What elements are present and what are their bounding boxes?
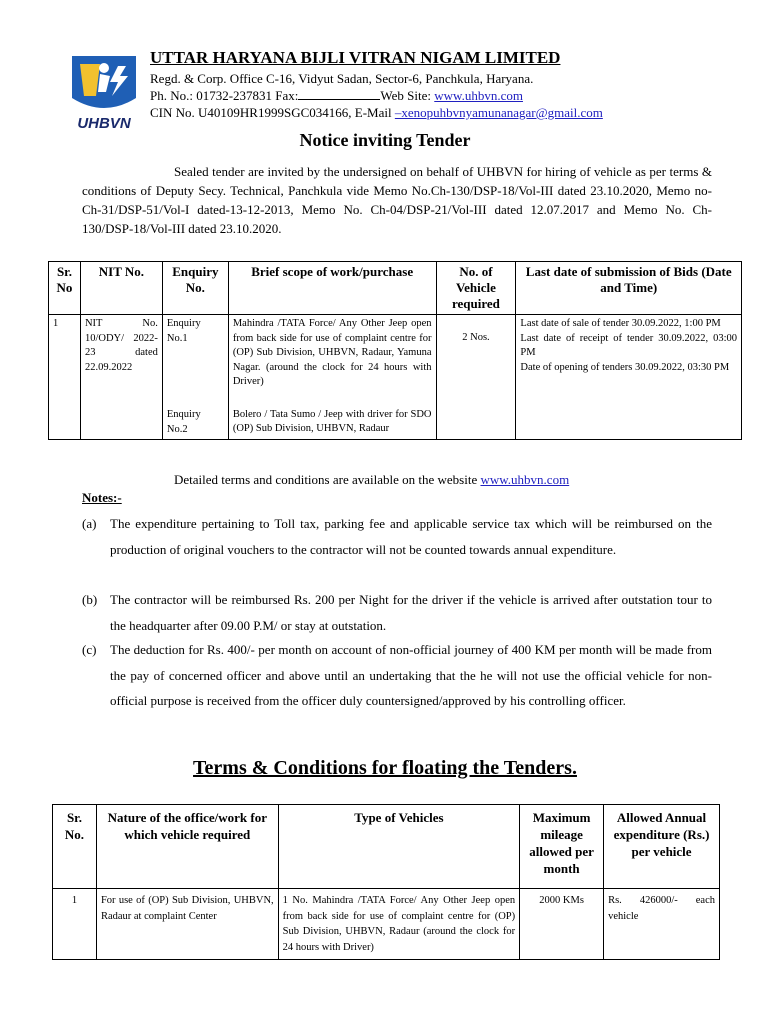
cell-terms-expenditure: Rs. 426000/- each vehicle xyxy=(604,889,720,960)
note-c-text: The deduction for Rs. 400/- per month on account of non-official journey of 400 KM per month will be made from the pay of concerned officer and above until an undertaking that the he will not use the official vehicle for non-official purpose is received from the officer duly countersigned/approved by his controlling officer. xyxy=(110,642,712,708)
enquiry-2: Enquiry No.2 xyxy=(166,409,201,435)
th-vehicles: No. of Vehicle required xyxy=(436,262,516,315)
detailed-text: Detailed terms and conditions are available on the website xyxy=(174,472,481,487)
cin-label: CIN No. U40109HR1999SGC034166, E-Mail xyxy=(150,105,395,120)
table-row xyxy=(49,315,742,440)
tender-table xyxy=(48,261,742,440)
cell-vehicles xyxy=(436,315,516,440)
scope-2: Bolero / Tata Sumo / Jeep with driver for SDO (OP) Sub Division, UHBVN, Radaur xyxy=(232,408,432,434)
notice-intro: Sealed tender are invited by the undersigned on behalf of UHBVN for hiring of vehicle as per terms & conditions of Deputy Secy. Technical, Panchkula vide Memo No.Ch-130/DSP-18/Vol-III dated 23.10.2020, Memo no-Ch-31/DSP-51/Vol-I dated-13-12-2013, Memo No. Ch-04/DSP-21/Vol-III dated 12.07.2017 and Memo No. Ch-130/DSP-18/Vol-III dated 23.10.2020. xyxy=(82,164,712,236)
th-terms-expenditure: Allowed Annual expenditure (Rs.) per vehicle xyxy=(604,805,720,889)
date-opening: Date of opening of tenders 30.09.2022, 03:30 PM xyxy=(520,361,730,373)
email-link[interactable]: –xenopuhbvnyamunanagar@gmail.com xyxy=(394,105,603,120)
phone-label: Ph. No.: 01732-237831 Fax: xyxy=(150,88,299,103)
th-scope: Brief scope of work/purchase xyxy=(228,262,436,315)
org-name: UTTAR HARYANA BIJLI VITRAN NIGAM LIMITED xyxy=(150,48,561,67)
note-b-text: The contractor will be reimbursed Rs. 200 per Night for the driver if the vehicle is arrived after outstation tour to the headquarter after 09.00 P.M/ or stay at outstation. xyxy=(110,592,712,633)
cell-terms-sr: 1 xyxy=(53,889,97,960)
note-c xyxy=(82,637,712,714)
scope-1: Mahindra /TATA Force/ Any Other Jeep open from back side for use of complaint centre for (OP) Sub Division, UHBVN, Radaur, Yamuna Nagar. (around the clock for 24 hours with Driver) xyxy=(232,318,432,387)
note-a-text: The expenditure pertaining to Toll tax, parking fee and applicable service tax which will be reimbursed on the production of original vouchers to the contractor will not be counted towards annual expenditure. xyxy=(110,516,712,557)
note-a xyxy=(82,511,712,562)
th-terms-nature: Nature of the office/work for which vehicle required xyxy=(96,805,278,889)
cell-terms-nature: For use of (OP) Sub Division, UHBVN, Radaur at complaint Center xyxy=(96,889,278,960)
org-address: Regd. & Corp. Office C-16, Vidyut Sadan, Sector-6, Panchkula, Haryana. xyxy=(150,71,534,86)
cell-enquiry xyxy=(162,315,228,440)
website-label: Web Site: xyxy=(380,88,435,103)
date-sale: Last date of sale of tender 30.09.2022, 1:00 PM xyxy=(520,318,721,329)
terms-table-header xyxy=(53,805,720,889)
note-b xyxy=(82,587,712,638)
cell-terms-type: 1 No. Mahindra /TATA Force/ Any Other Jeep open from back side for use of complaint centre for (OP) Sub Division, UHBVN, Radaur (around the clock for 24 hours with Driver) xyxy=(278,889,519,960)
uhbvn-logo xyxy=(66,52,142,132)
note-a-label: (a) xyxy=(82,516,97,531)
org-contact xyxy=(150,87,710,104)
th-terms-type: Type of Vehicles xyxy=(278,805,519,889)
th-nit: NIT No. xyxy=(80,262,162,315)
table-row xyxy=(53,889,720,960)
th-enquiry: Enquiry No. xyxy=(162,262,228,315)
notes-heading: Notes:- xyxy=(82,490,122,505)
th-terms-sr: Sr. No. xyxy=(53,805,97,889)
fax-blank xyxy=(298,89,380,100)
detailed-website-link[interactable]: www.uhbvn.com xyxy=(480,472,570,487)
th-terms-mileage: Maximum mileage allowed per month xyxy=(520,805,604,889)
date-receipt: Last date of receipt of tender 30.09.2022, 03:00 PM xyxy=(520,332,737,358)
cell-date xyxy=(516,315,742,440)
cell-nit: NIT No. 10/ODY/ 2022-23 dated 22.09.2022 xyxy=(80,315,162,440)
cell-terms-mileage: 2000 KMs xyxy=(520,889,604,960)
org-cin xyxy=(150,104,710,121)
tender-table-header xyxy=(49,262,742,315)
vehicles-count: 2 Nos. xyxy=(462,332,490,343)
th-date: Last date of submission of Bids (Date and Time) xyxy=(516,262,742,315)
cell-scope xyxy=(228,315,436,440)
note-c-label: (c) xyxy=(82,642,97,657)
detailed-terms xyxy=(174,472,569,488)
th-sr: Sr. No xyxy=(49,262,81,315)
enquiry-1: Enquiry No.1 xyxy=(166,318,201,344)
note-b-label: (b) xyxy=(82,592,98,607)
website-link[interactable]: www.uhbvn.com xyxy=(434,88,523,103)
organization-header xyxy=(150,48,710,121)
cell-sr: 1 xyxy=(49,315,81,440)
terms-table xyxy=(52,804,720,960)
terms-title: Terms & Conditions for floating the Tenders. xyxy=(193,757,577,779)
notice-title: Notice inviting Tender xyxy=(299,130,471,150)
logo-text: UHBVN xyxy=(77,115,131,132)
